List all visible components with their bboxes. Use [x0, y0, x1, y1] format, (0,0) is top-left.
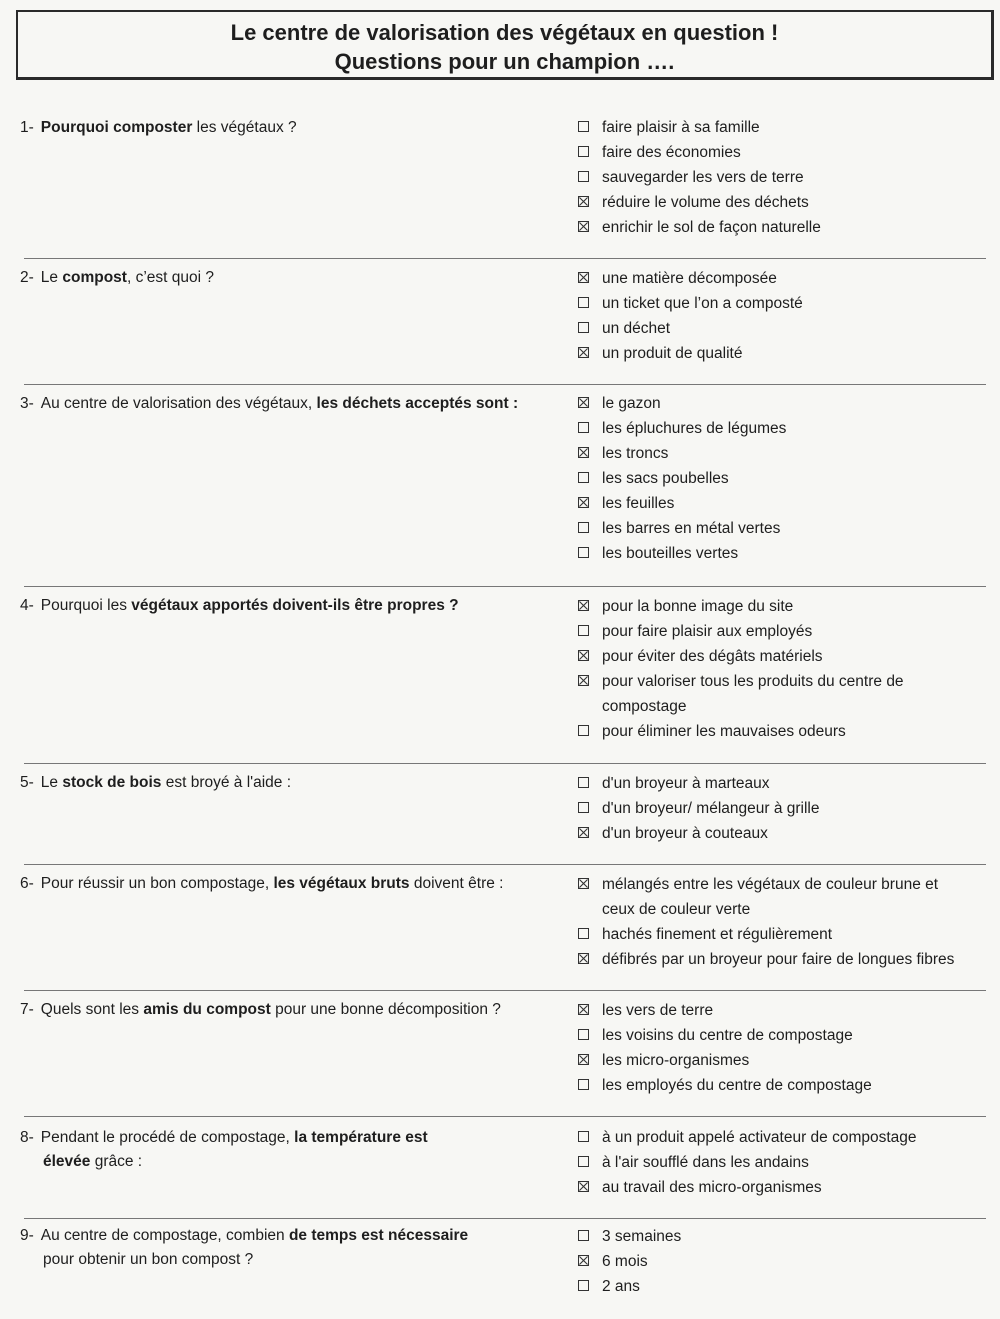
option-label: un ticket que l’on a composté: [602, 295, 803, 312]
option-item[interactable]: [578, 619, 988, 644]
option-label: à un produit appelé activateur de compostage: [602, 1129, 917, 1146]
question-keyword: compost: [62, 269, 127, 286]
question-text: [20, 872, 540, 896]
option-list: [578, 1125, 988, 1200]
question-number: 4-: [20, 597, 34, 614]
question-keyword: les déchets acceptés sont :: [316, 395, 519, 412]
option-item[interactable]: [578, 165, 988, 190]
question-keyword: amis du compost: [143, 1001, 271, 1018]
question-fragment: grâce :: [90, 1153, 143, 1170]
question-keyword: élevée: [43, 1153, 91, 1170]
option-label: les feuilles: [602, 495, 675, 512]
unchecked-checkbox[interactable]: [578, 1280, 589, 1291]
option-item[interactable]: [578, 669, 988, 719]
question-fragment: doivent être :: [409, 875, 504, 892]
option-label: d'un broyeur/ mélangeur à grille: [602, 800, 820, 817]
option-label: les vers de terre: [602, 1002, 714, 1019]
checked-checkbox[interactable]: [578, 196, 589, 207]
checked-checkbox[interactable]: [578, 497, 589, 508]
question-keyword: stock de bois: [62, 774, 162, 791]
question-text: [20, 1224, 540, 1272]
option-item[interactable]: [578, 594, 988, 619]
question-fragment: Au centre de compostage, combien: [40, 1227, 289, 1244]
title-box: [16, 10, 994, 80]
question-fragment: est broyé à l'aide :: [161, 774, 292, 791]
option-item[interactable]: [578, 215, 988, 240]
checked-checkbox[interactable]: [578, 953, 589, 964]
option-item[interactable]: [578, 998, 988, 1023]
option-label: défibrés par un broyeur pour faire de longues fibres: [602, 951, 955, 968]
question-number: 8-: [20, 1129, 34, 1146]
option-label: réduire le volume des déchets: [602, 194, 809, 211]
option-label: au travail des micro-organismes: [602, 1179, 822, 1196]
question-fragment: Pendant le procédé de compostage,: [40, 1129, 295, 1146]
unchecked-checkbox[interactable]: [578, 121, 589, 132]
option-label: 6 mois: [602, 1253, 648, 1270]
unchecked-checkbox[interactable]: [578, 1230, 589, 1241]
page-subtitle: Questions pour un champion ….: [334, 49, 675, 74]
unchecked-checkbox[interactable]: [578, 297, 589, 308]
question-text: [20, 771, 540, 795]
option-label: pour valoriser tous les produits du centre de compostage: [602, 673, 904, 715]
section-divider: [24, 1218, 986, 1219]
option-label: un déchet: [602, 320, 671, 337]
option-item[interactable]: [578, 416, 988, 441]
unchecked-checkbox[interactable]: [578, 472, 589, 483]
checked-checkbox[interactable]: [578, 878, 589, 889]
unchecked-checkbox[interactable]: [578, 422, 589, 433]
option-item[interactable]: [578, 291, 988, 316]
unchecked-checkbox[interactable]: [578, 322, 589, 333]
option-label: pour la bonne image du site: [602, 598, 794, 615]
option-label: un produit de qualité: [602, 345, 743, 362]
option-item[interactable]: [578, 1150, 988, 1175]
option-item[interactable]: [578, 1175, 988, 1200]
question-text: [20, 1126, 540, 1174]
checked-checkbox[interactable]: [578, 347, 589, 358]
option-label: une matière décomposée: [602, 270, 777, 287]
unchecked-checkbox[interactable]: [578, 146, 589, 157]
option-item[interactable]: [578, 316, 988, 341]
option-label: pour éviter des dégâts matériels: [602, 648, 823, 665]
option-item[interactable]: [578, 140, 988, 165]
option-list: [578, 872, 988, 972]
checked-checkbox[interactable]: [578, 827, 589, 838]
option-item[interactable]: [578, 1125, 988, 1150]
section-divider: [24, 258, 986, 259]
option-item[interactable]: [578, 516, 988, 541]
option-label: sauvegarder les vers de terre: [602, 169, 804, 186]
section-divider: [24, 1116, 986, 1117]
option-label: le gazon: [602, 395, 661, 412]
question-fragment: , c’est quoi ?: [126, 269, 214, 286]
question-keyword: les végétaux bruts: [273, 875, 410, 892]
checked-checkbox[interactable]: [578, 221, 589, 232]
question-number: 9-: [20, 1227, 34, 1244]
option-label: faire plaisir à sa famille: [602, 119, 760, 136]
option-item[interactable]: [578, 1073, 988, 1098]
option-item[interactable]: [578, 190, 988, 215]
checked-checkbox[interactable]: [578, 675, 589, 686]
option-label: enrichir le sol de façon naturelle: [602, 219, 821, 236]
option-item[interactable]: [578, 821, 988, 846]
option-item[interactable]: [578, 922, 988, 947]
option-label: pour éliminer les mauvaises odeurs: [602, 723, 846, 740]
question-keyword: Pourquoi composter: [40, 119, 193, 136]
option-item[interactable]: [578, 441, 988, 466]
question-fragment: Au centre de valorisation des végétaux,: [40, 395, 317, 412]
option-item[interactable]: [578, 644, 988, 669]
checked-checkbox[interactable]: [578, 600, 589, 611]
unchecked-checkbox[interactable]: [578, 1029, 589, 1040]
option-item[interactable]: [578, 771, 988, 796]
question-fragment: Pour réussir un bon compostage,: [40, 875, 274, 892]
question-text: [20, 998, 540, 1022]
option-list: [578, 771, 988, 846]
question-text: [20, 392, 540, 416]
unchecked-checkbox[interactable]: [578, 522, 589, 533]
option-label: hachés finement et régulièrement: [602, 926, 833, 943]
option-item[interactable]: [578, 341, 988, 366]
question-fragment: Le: [40, 269, 63, 286]
question-fragment: Pourquoi les: [40, 597, 132, 614]
question-text: [20, 116, 540, 140]
option-list: [578, 998, 988, 1098]
checked-checkbox[interactable]: [578, 1054, 589, 1065]
question-text: [20, 594, 540, 618]
option-list: [578, 266, 988, 366]
option-item[interactable]: [578, 1249, 988, 1274]
checked-checkbox[interactable]: [578, 397, 589, 408]
option-item[interactable]: [578, 491, 988, 516]
unchecked-checkbox[interactable]: [578, 547, 589, 558]
unchecked-checkbox[interactable]: [578, 1079, 589, 1090]
option-label: d'un broyeur à couteaux: [602, 825, 768, 842]
question-keyword: de temps est nécessaire: [288, 1227, 469, 1244]
option-item[interactable]: [578, 719, 988, 744]
option-label: les voisins du centre de compostage: [602, 1027, 853, 1044]
option-item[interactable]: [578, 872, 988, 922]
option-item[interactable]: [578, 1274, 988, 1299]
option-label: les micro-organismes: [602, 1052, 750, 1069]
section-divider: [24, 384, 986, 385]
section-divider: [24, 763, 986, 764]
option-list: [578, 594, 988, 744]
question-text-continuation: [20, 1150, 540, 1174]
option-label: les épluchures de légumes: [602, 420, 787, 437]
option-label: pour faire plaisir aux employés: [602, 623, 813, 640]
question-fragment: pour une bonne décomposition ?: [270, 1001, 501, 1018]
option-label: 2 ans: [602, 1278, 640, 1295]
option-item[interactable]: [578, 466, 988, 491]
unchecked-checkbox[interactable]: [578, 1156, 589, 1167]
question-number: 2-: [20, 269, 34, 286]
option-item[interactable]: [578, 1224, 988, 1249]
checked-checkbox[interactable]: [578, 650, 589, 661]
question-fragment: pour obtenir un bon compost ?: [43, 1251, 254, 1268]
unchecked-checkbox[interactable]: [578, 625, 589, 636]
option-item[interactable]: [578, 541, 988, 566]
unchecked-checkbox[interactable]: [578, 802, 589, 813]
option-label: les barres en métal vertes: [602, 520, 781, 537]
option-list: [578, 391, 988, 566]
checked-checkbox[interactable]: [578, 272, 589, 283]
unchecked-checkbox[interactable]: [578, 928, 589, 939]
checked-checkbox[interactable]: [578, 1255, 589, 1266]
section-divider: [24, 586, 986, 587]
option-label: d'un broyeur à marteaux: [602, 775, 770, 792]
unchecked-checkbox[interactable]: [578, 777, 589, 788]
option-item[interactable]: [578, 391, 988, 416]
option-label: les troncs: [602, 445, 669, 462]
option-label: faire des économies: [602, 144, 741, 161]
question-text: [20, 266, 540, 290]
option-list: [578, 115, 988, 240]
option-label: les sacs poubelles: [602, 470, 729, 487]
section-divider: [24, 990, 986, 991]
question-fragment: Le: [40, 774, 63, 791]
question-number: 1-: [20, 119, 34, 136]
option-item[interactable]: [578, 115, 988, 140]
option-label: à l'air soufflé dans les andains: [602, 1154, 809, 1171]
question-number: 3-: [20, 395, 34, 412]
option-item[interactable]: [578, 266, 988, 291]
checked-checkbox[interactable]: [578, 447, 589, 458]
question-text-continuation: [20, 1248, 540, 1272]
unchecked-checkbox[interactable]: [578, 1131, 589, 1142]
option-item[interactable]: [578, 947, 988, 972]
section-divider: [24, 864, 986, 865]
question-number: 6-: [20, 875, 34, 892]
question-number: 7-: [20, 1001, 34, 1018]
question-number: 5-: [20, 774, 34, 791]
checked-checkbox[interactable]: [578, 1004, 589, 1015]
option-item[interactable]: [578, 796, 988, 821]
question-fragment: Quels sont les: [40, 1001, 144, 1018]
question-keyword: la température est: [294, 1129, 428, 1146]
option-label: 3 semaines: [602, 1228, 682, 1245]
option-label: mélangés entre les végétaux de couleur brune et ceux de couleur verte: [602, 876, 939, 918]
checked-checkbox[interactable]: [578, 1181, 589, 1192]
option-item[interactable]: [578, 1048, 988, 1073]
option-item[interactable]: [578, 1023, 988, 1048]
page-title: Le centre de valorisation des végétaux en question !: [230, 20, 779, 45]
option-label: les bouteilles vertes: [602, 545, 739, 562]
option-label: les employés du centre de compostage: [602, 1077, 872, 1094]
unchecked-checkbox[interactable]: [578, 725, 589, 736]
question-fragment: les végétaux ?: [192, 119, 297, 136]
question-keyword: végétaux apportés doivent-ils être propres ?: [131, 597, 459, 614]
unchecked-checkbox[interactable]: [578, 171, 589, 182]
option-list: [578, 1224, 988, 1299]
